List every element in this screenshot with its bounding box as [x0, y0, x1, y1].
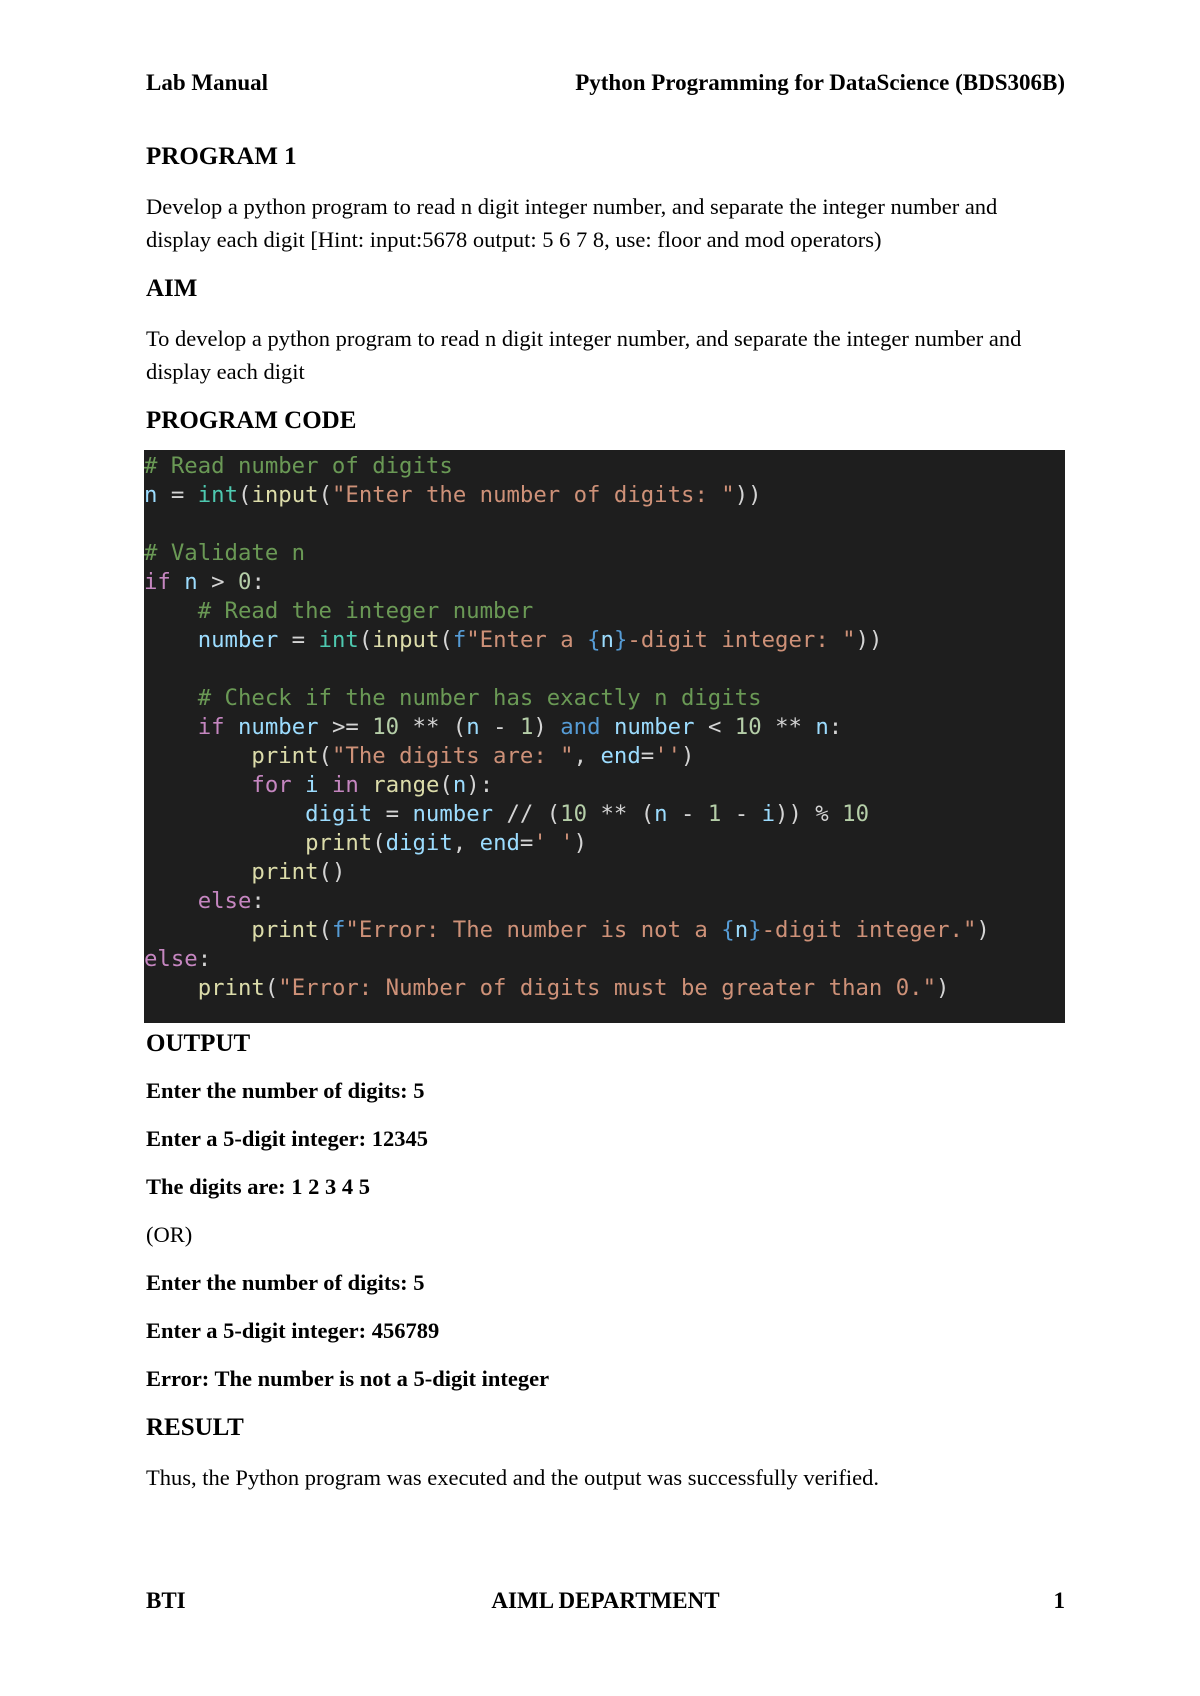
code-token: int [197, 482, 238, 508]
code-line [144, 945, 1065, 974]
code-token: # Read the integer number [197, 598, 534, 624]
code-token: n [734, 917, 749, 943]
code-token: , [452, 830, 480, 856]
code-token: n [466, 714, 480, 740]
code-token: # Validate n [144, 540, 306, 566]
code-line [144, 742, 1065, 771]
code-token: for [251, 772, 292, 798]
code-token: ** ( [587, 801, 655, 827]
output-line: (OR) [146, 1222, 193, 1247]
code-token: in [332, 772, 359, 798]
code-token: n [654, 801, 668, 827]
code-token [601, 714, 614, 740]
code-token [144, 627, 198, 653]
code-token [144, 714, 198, 740]
code-token [144, 830, 305, 856]
code-token: ) [573, 830, 588, 856]
code-token: = [640, 743, 655, 769]
code-token: , [573, 743, 601, 769]
output-line: The digits are: 1 2 3 4 5 [146, 1174, 370, 1199]
code-token: } [613, 627, 628, 653]
output-line: Enter a 5-digit integer: 456789 [146, 1318, 440, 1343]
page-footer [146, 1588, 1065, 1614]
code-token: 10 [372, 714, 400, 740]
code-token: ( [439, 772, 453, 798]
code-token: int [318, 627, 359, 653]
code-token: "Enter the number of digits: " [332, 482, 735, 508]
code-token: n [815, 714, 829, 740]
code-token: end [479, 830, 520, 856]
code-token: -digit integer." [761, 917, 977, 943]
code-token: 0 [238, 569, 252, 595]
code-token [144, 975, 198, 1001]
code-token: n [452, 772, 467, 798]
code-token: ( [318, 917, 332, 943]
code-token: n [184, 569, 198, 595]
code-token: )) [734, 482, 762, 508]
code-token: () [318, 859, 346, 885]
code-token: "Error: The number is not a [345, 917, 722, 943]
code-token: # Read number of digits [144, 453, 453, 479]
code-token: '' [654, 743, 682, 769]
code-token: if [144, 569, 171, 595]
code-token: f [452, 627, 467, 653]
code-line [144, 539, 1065, 568]
code-token: ): [466, 772, 494, 798]
code-token [319, 772, 332, 798]
document-page [146, 0, 1065, 1696]
code-token: >= [318, 714, 373, 740]
code-token: ) [533, 714, 561, 740]
code-token [144, 743, 251, 769]
code-heading: PROGRAM CODE [146, 407, 357, 434]
code-token: ( [439, 627, 453, 653]
code-token [292, 772, 305, 798]
code-token: = [157, 482, 198, 508]
code-token: i [305, 772, 319, 798]
code-token [144, 772, 251, 798]
program-title: PROGRAM 1 [146, 143, 297, 170]
code-token: : [251, 569, 265, 595]
code-token: } [748, 917, 762, 943]
code-token: print [197, 975, 265, 1001]
code-token [144, 917, 251, 943]
page-content [146, 142, 1065, 1512]
code-token: )) [855, 627, 883, 653]
code-token: print [251, 743, 319, 769]
code-line [144, 887, 1065, 916]
code-token [144, 598, 198, 624]
code-token: digit [305, 801, 373, 827]
code-token: - [479, 714, 520, 740]
code-token: - [667, 801, 708, 827]
code-token [144, 859, 251, 885]
code-line [144, 655, 1065, 684]
output-line: Error: The number is not a 5-digit integer [146, 1366, 550, 1391]
code-token: number [412, 801, 494, 827]
code-line [144, 974, 1065, 1003]
code-token: { [587, 627, 601, 653]
code-line [144, 626, 1065, 655]
code-token [225, 714, 238, 740]
code-token: )) % [775, 801, 843, 827]
code-token: : [828, 714, 843, 740]
code-token: print [251, 859, 319, 885]
code-token: ** ( [399, 714, 467, 740]
result-heading: RESULT [146, 1414, 244, 1441]
code-token: "The digits are: " [331, 743, 574, 769]
code-token: else [197, 888, 252, 914]
page-number: 1 [1053, 1588, 1065, 1613]
program-description: Develop a python program to read n digit integer number, and separate the integer number and display each digit [Hint: input:5678 output: 5 6 7 8, use: floor and mod operators) [146, 194, 998, 252]
code-token: print [305, 830, 373, 856]
output-lines [146, 1077, 1065, 1393]
code-token: - [721, 801, 762, 827]
code-token: ( [238, 482, 252, 508]
code-token: range [372, 772, 440, 798]
code-line [144, 568, 1065, 597]
code-token: and [560, 714, 601, 740]
code-block [144, 450, 1065, 1023]
code-token: 1 [519, 714, 534, 740]
result-text: Thus, the Python program was executed and the output was successfully verified. [146, 1465, 879, 1490]
code-token: ( [318, 743, 332, 769]
output-line: Enter a 5-digit integer: 12345 [146, 1126, 429, 1151]
code-token: number [613, 714, 695, 740]
code-line [144, 684, 1065, 713]
code-token: ( [372, 830, 386, 856]
code-token: # Check if the number has exactly n digits [197, 685, 762, 711]
aim-heading: AIM [146, 275, 198, 302]
code-token: = [278, 627, 319, 653]
code-token: ( [358, 627, 373, 653]
code-token: number [238, 714, 319, 740]
code-token: n [144, 482, 158, 508]
code-token: : [197, 946, 212, 972]
code-token: i [761, 801, 776, 827]
code-line [144, 597, 1065, 626]
code-line [144, 858, 1065, 887]
code-token: digit [385, 830, 453, 856]
code-token: > [197, 569, 239, 595]
code-token: print [251, 917, 319, 943]
code-token: : [251, 888, 265, 914]
output-heading: OUTPUT [146, 1030, 251, 1057]
output-line: Enter the number of digits: 5 [146, 1078, 425, 1103]
code-line [144, 916, 1065, 945]
code-token: "Enter a [466, 627, 588, 653]
code-line [144, 452, 1065, 481]
code-token [144, 888, 198, 914]
code-token: ** [761, 714, 816, 740]
header-left: Lab Manual [146, 70, 269, 95]
code-token: ' ' [533, 830, 574, 856]
code-line [144, 510, 1065, 539]
code-token: // ( [493, 801, 561, 827]
code-line [144, 481, 1065, 510]
code-token: number [197, 627, 279, 653]
code-token: = [519, 830, 534, 856]
code-token: if [197, 714, 225, 740]
code-token: = [372, 801, 413, 827]
code-token: 10 [560, 801, 588, 827]
header-right: Python Programming for DataScience (BDS306B) [575, 70, 1065, 95]
code-token: input [251, 482, 319, 508]
code-token: ) [976, 917, 990, 943]
code-token: { [721, 917, 735, 943]
code-line [144, 829, 1065, 858]
code-token [144, 685, 198, 711]
code-token: < [694, 714, 735, 740]
code-token: "Error: Number of digits must be greater than 0." [278, 975, 937, 1001]
code-token: else [144, 946, 198, 972]
code-token [171, 569, 184, 595]
code-line [144, 771, 1065, 800]
code-token: f [331, 917, 346, 943]
code-token: 1 [707, 801, 722, 827]
code-line [144, 800, 1065, 829]
code-token: ) [936, 975, 950, 1001]
code-token: input [372, 627, 440, 653]
code-token [359, 772, 372, 798]
aim-text: To develop a python program to read n digit integer number, and separate the integer number and display each digit [146, 326, 1022, 384]
output-line: Enter the number of digits: 5 [146, 1270, 425, 1295]
code-token: ) [681, 743, 695, 769]
code-token [144, 801, 305, 827]
code-line [144, 713, 1065, 742]
code-token: 10 [734, 714, 762, 740]
code-token: -digit integer: " [627, 627, 856, 653]
code-token: ( [264, 975, 279, 1001]
page-header [146, 70, 1065, 96]
code-token: end [600, 743, 641, 769]
footer-left: BTI [146, 1588, 186, 1613]
code-token: n [600, 627, 614, 653]
code-token: ( [318, 482, 332, 508]
footer-center: AIML DEPARTMENT [491, 1588, 720, 1613]
code-token: 10 [842, 801, 870, 827]
